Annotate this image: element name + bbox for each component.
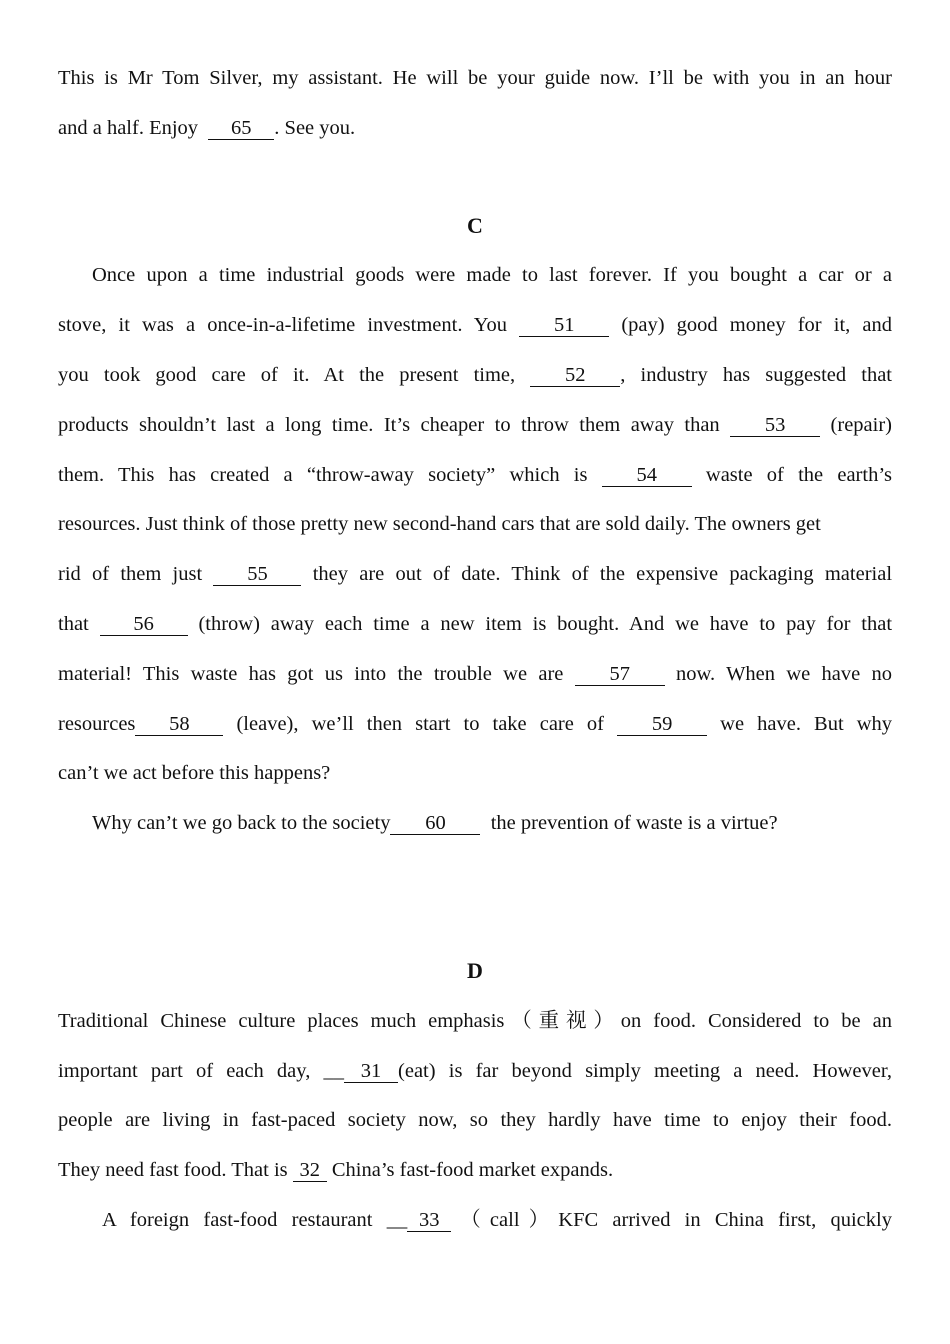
c-line-4	[58, 407, 892, 457]
blank-55[interactable]: 55	[213, 563, 301, 586]
c-text: resources. Just think of those pretty new second-hand cars that are sold daily. The owners get	[58, 513, 821, 536]
blank-31[interactable]: 31	[344, 1060, 398, 1083]
c-text: waste of the earth’s	[705, 463, 892, 486]
c-line-11	[58, 755, 892, 805]
c-line-12	[58, 805, 892, 855]
blank-33-prefix: __	[386, 1208, 408, 1231]
d-line-1	[58, 1003, 892, 1053]
section-d-heading: D	[467, 957, 483, 983]
d-text: （call）KFC arrived in China first, quickly	[451, 1208, 892, 1231]
c-text: they are out of date. Think of the expensive packaging material	[312, 563, 893, 586]
d-text: A foreign fast-food restaurant	[102, 1208, 373, 1231]
intro-line-1	[58, 60, 892, 110]
d-text: They need fast food. That is	[58, 1159, 288, 1182]
blank-56[interactable]: 56	[100, 613, 188, 636]
c-line-6	[58, 506, 892, 556]
intro-line-2	[58, 110, 892, 160]
blank-58[interactable]: 58	[135, 713, 223, 736]
c-text: resources	[58, 712, 136, 735]
c-text: the prevention of waste is a virtue?	[490, 812, 778, 835]
d-text: important part of each day,	[58, 1059, 311, 1082]
c-text: Once upon a time industrial goods were made to last forever. If you bought a car or a	[92, 264, 892, 287]
d-line-5	[58, 1202, 892, 1252]
c-text: rid of them just	[58, 563, 203, 586]
c-line-1	[58, 257, 892, 307]
c-text: them. This has created a “throw-away society” which is	[58, 463, 588, 486]
intro-text: . See you.	[274, 116, 356, 139]
d-line-4	[58, 1152, 892, 1202]
c-text: we have. But why	[720, 712, 893, 735]
blank-31-prefix: __	[323, 1059, 345, 1082]
blank-65[interactable]: 65	[208, 117, 274, 140]
c-text: now. When we have no	[676, 662, 893, 685]
d-line-3	[58, 1102, 892, 1152]
c-line-7	[58, 556, 892, 606]
section-c-heading: C	[467, 212, 483, 238]
c-line-2	[58, 307, 892, 357]
blank-32[interactable]: 32	[293, 1159, 327, 1182]
intro-text: and a half. Enjoy	[58, 116, 199, 139]
blank-33[interactable]: 33	[407, 1209, 451, 1232]
c-text: (pay) good money for it, and	[621, 314, 892, 337]
blank-59[interactable]: 59	[617, 713, 707, 736]
d-text: China’s fast-food market expands.	[331, 1159, 614, 1182]
c-text: material! This waste has got us into the trouble we are	[58, 662, 564, 685]
d-line-2	[58, 1053, 892, 1103]
c-text: , industry has suggested that	[620, 363, 892, 386]
blank-51[interactable]: 51	[519, 314, 609, 337]
c-text: (leave), we’ll then start to take care of	[236, 712, 604, 735]
blank-52[interactable]: 52	[530, 364, 620, 387]
c-text: you took good care of it. At the present time,	[58, 363, 516, 386]
c-text: (repair)	[830, 413, 892, 436]
c-text: stove, it was a once-in-a-lifetime investment. You	[58, 314, 508, 337]
c-text: can’t we act before this happens?	[58, 762, 331, 785]
document-page	[58, 60, 892, 1252]
c-text: Why can’t we go back to the society	[92, 812, 391, 835]
blank-60[interactable]: 60	[390, 812, 480, 835]
blank-53[interactable]: 53	[730, 414, 820, 437]
intro-text: This is Mr Tom Silver, my assistant. He will be your guide now. I’ll be with you in an hour	[58, 67, 892, 89]
d-text: people are living in fast-paced society now, so they hardly have time to enjoy their food.	[58, 1109, 892, 1132]
c-text: products shouldn’t last a long time. It’s cheaper to throw them away than	[58, 413, 720, 436]
c-line-9	[58, 656, 892, 706]
blank-57[interactable]: 57	[575, 663, 665, 686]
c-line-8	[58, 606, 892, 656]
d-text: Traditional Chinese culture places much emphasis（重视）on food. Considered to be an	[58, 1009, 892, 1032]
d-text: (eat) is far beyond simply meeting a need. However,	[398, 1059, 892, 1082]
blank-54[interactable]: 54	[602, 464, 692, 487]
c-line-10	[58, 706, 892, 756]
c-line-5	[58, 457, 892, 507]
c-text: (throw) away each time a new item is bought. And we have to pay for that	[198, 612, 893, 635]
c-line-3	[58, 357, 892, 407]
c-text: that	[58, 612, 89, 635]
